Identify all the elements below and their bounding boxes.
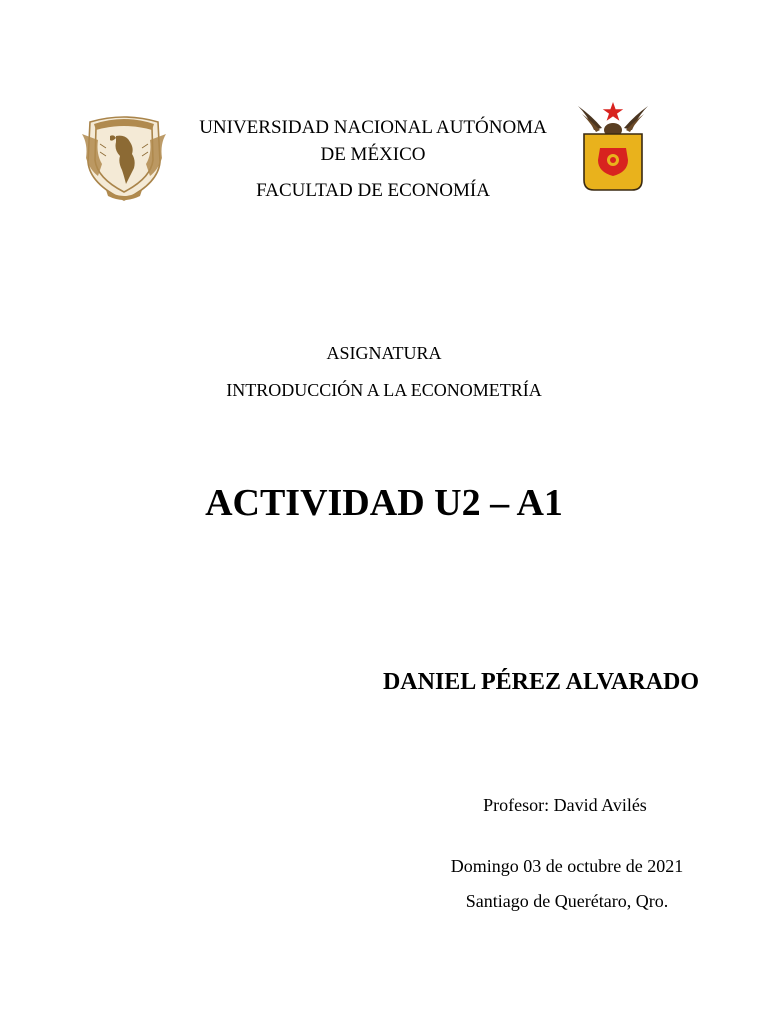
place-line: Santiago de Querétaro, Qro. (465, 891, 669, 911)
university-name-line1: UNIVERSIDAD NACIONAL AUTÓNOMA (199, 117, 547, 138)
professor-line: Profesor: David Avilés (483, 795, 647, 815)
faculty-name: FACULTAD DE ECONOMÍA (256, 180, 490, 201)
university-name-line2: DE MÉXICO (320, 144, 426, 165)
subject-label: ASIGNATURA (326, 343, 442, 363)
activity-title: ACTIVIDAD U2 – A1 (205, 482, 563, 524)
subject-name: INTRODUCCIÓN A LA ECONOMETRÍA (226, 380, 542, 400)
author-name: DANIEL PÉREZ ALVARADO (382, 669, 700, 695)
unam-coat-of-arms-icon (80, 114, 168, 204)
date-line: Domingo 03 de octubre de 2021 (450, 856, 684, 876)
facultad-de-economia-shield-icon (576, 100, 650, 194)
university-name (170, 114, 576, 168)
